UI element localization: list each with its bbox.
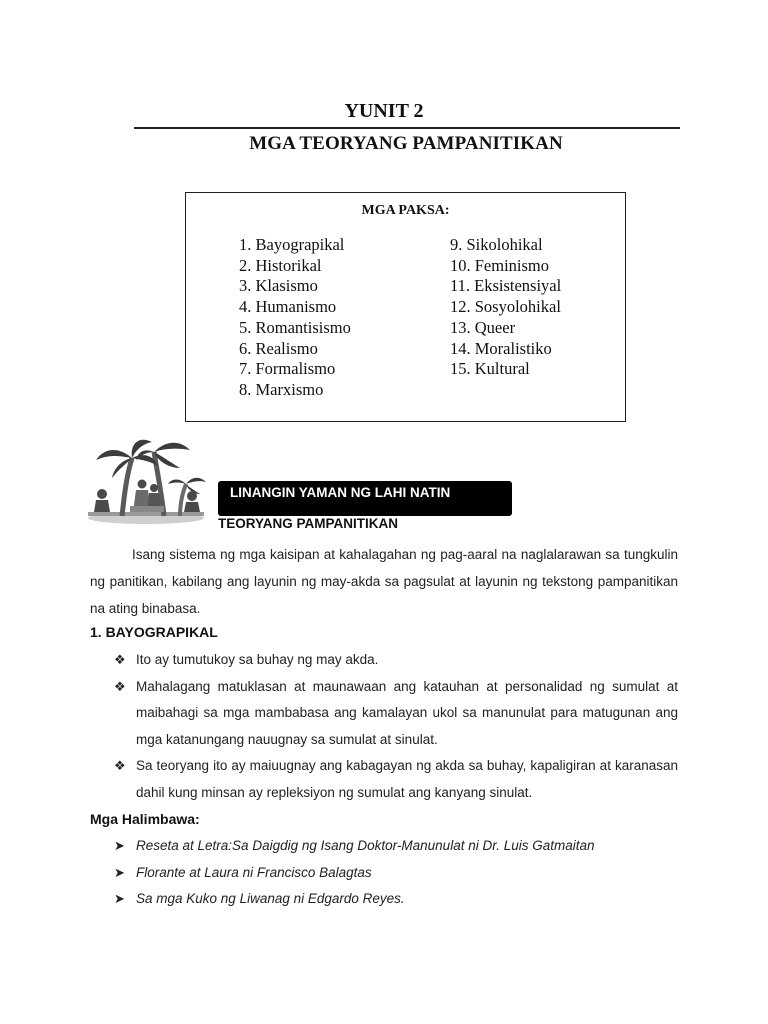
topics-box: [185, 192, 626, 422]
topic-item: 15. Kultural: [450, 359, 530, 379]
topic-item: 13. Queer: [450, 317, 516, 337]
list-item-text: Mahalagang matuklasan at maunawaan ang katauhan at personalidad ng sumulat at maibahagi sa mga mambabasa ang kamalayan ukol sa manunulat para matugunan ang mga katanungang nauugnay sa sumulat at sinulat.: [136, 678, 678, 747]
section-subtitle: TEORYANG PAMPANITIKAN: [218, 516, 399, 531]
arrowhead-bullet-icon: ➤: [114, 864, 125, 880]
section-heading: 1. BAYOGRAPIKAL: [90, 624, 218, 640]
topic-item: 4. Humanismo: [239, 297, 337, 317]
section-banner: LINANGIN YAMAN NG LAHI NATIN: [218, 481, 512, 516]
topic-item: 1. Bayograpikal: [239, 235, 345, 254]
topic-item: 2. Historikal: [239, 255, 322, 275]
topic-item: 5. Romantisismo: [239, 317, 351, 337]
topic-item: 9. Sikolohikal: [450, 235, 543, 254]
example-item: [114, 886, 678, 913]
example-item: [114, 833, 678, 860]
bullet-list: [114, 647, 678, 806]
topic-item: 6. Realismo: [239, 338, 318, 358]
palm-trees-children-illustration: [84, 438, 208, 526]
example-text: Florante at Laura ni Francisco Balagtas: [136, 864, 372, 880]
title-divider: [134, 127, 680, 129]
unit-title: YUNIT 2: [344, 100, 424, 122]
list-item-text: Ito ay tumutukoy sa buhay ng may akda.: [136, 652, 379, 667]
intro-paragraph: Isang sistema ng mga kaisipan at kahalagahan ng pag-aaral na naglalarawan sa tungkulin ng panitikan, kabilang ang layunin ng may-akda sa pagsulat at layunin ng tekstong pampanitikan na ating binabasa.: [90, 547, 678, 616]
arrowhead-bullet-icon: ➤: [114, 838, 125, 853]
topic-item: 7. Formalismo: [239, 359, 336, 379]
example-text: Reseta at Letra:Sa Daigdig ng Isang Doktor-Manunulat ni Dr. Luis Gatmaitan: [136, 838, 595, 853]
diamond-bullet-icon: ❖: [114, 758, 126, 773]
examples-heading: Mga Halimbawa:: [90, 811, 200, 827]
topic-item: 11. Eksistensiyal: [450, 276, 562, 296]
list-item: [114, 674, 678, 754]
list-item: [114, 647, 678, 674]
topics-left-column: [239, 235, 351, 401]
example-text: Sa mga Kuko ng Liwanag ni Edgardo Reyes.: [136, 891, 405, 906]
diamond-bullet-icon: ❖: [114, 652, 126, 667]
topic-item: 10. Feminismo: [450, 255, 550, 275]
topic-item: 3. Klasismo: [239, 276, 318, 296]
diamond-bullet-icon: ❖: [114, 678, 126, 694]
list-item: [114, 753, 678, 806]
topic-item: 12. Sosyolohikal: [450, 297, 561, 317]
topics-right-column: [450, 235, 561, 380]
list-item-text: Sa teoryang ito ay maiuugnay ang kabagayan ng akda sa buhay, kapaligiran at karanasan dahil kung minsan ay repleksiyon ng sumulat ang kanyang sinulat.: [136, 758, 678, 800]
topic-item: 14. Moralistiko: [450, 338, 552, 358]
arrowhead-bullet-icon: ➤: [114, 891, 125, 906]
topics-heading: MGA PAKSA:: [361, 203, 450, 218]
topic-item: 8. Marxismo: [239, 379, 324, 399]
example-item: [114, 860, 678, 887]
page-title: MGA TEORYANG PAMPANITIKAN: [249, 133, 563, 154]
examples-list: [114, 833, 678, 913]
